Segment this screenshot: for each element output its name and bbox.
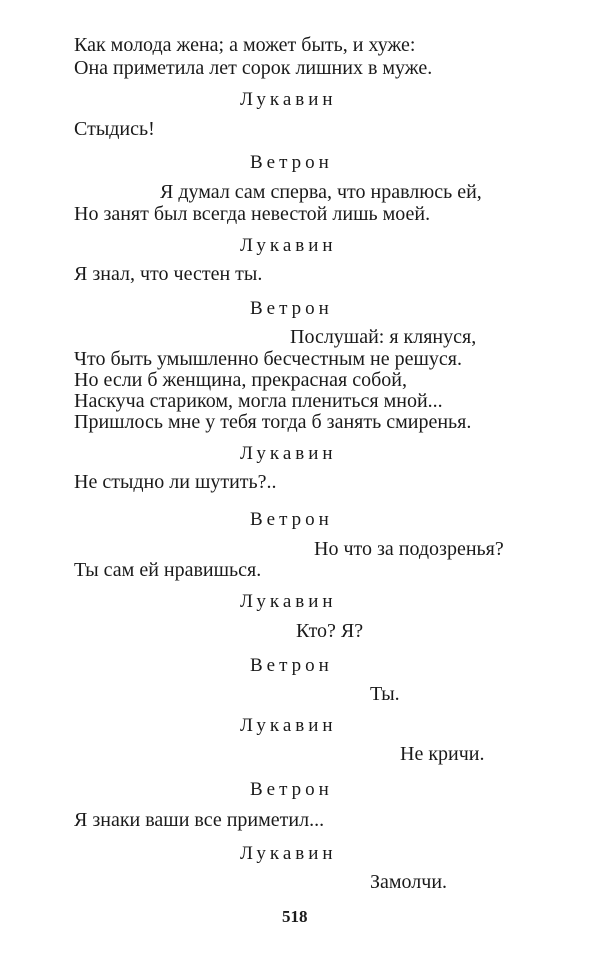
speaker-name: Ветрон (250, 655, 333, 676)
speaker-name: Ветрон (250, 152, 333, 173)
verse-line: Но что за подозренья? (314, 538, 504, 560)
verse-line: Кто? Я? (296, 620, 364, 642)
speaker-name: Лукавин (240, 843, 337, 864)
verse-line: Что быть умышленно бесчестным не решуся. (74, 348, 462, 370)
speaker-name: Ветрон (250, 509, 333, 530)
speaker-name: Ветрон (250, 298, 333, 319)
verse-line: Послушай: я клянуся, (290, 326, 477, 348)
speaker-name: Лукавин (240, 715, 337, 736)
verse-line: Ты. (370, 683, 400, 705)
verse-line: Пришлось мне у тебя тогда б занять смиренья. (74, 411, 472, 433)
verse-line: Она приметила лет сорок лишних в муже. (74, 57, 433, 79)
page-number: 518 (282, 907, 308, 926)
verse-line: Ты сам ей нравишься. (74, 559, 262, 581)
verse-line: Я знаки ваши все приметил... (74, 809, 325, 831)
verse-line: Наскуча стариком, могла плениться мной... (74, 390, 443, 412)
verse-line: Стыдись! (74, 118, 155, 140)
verse-line: Я знал, что честен ты. (74, 263, 263, 285)
verse-line: Как молода жена; а может быть, и хуже: (74, 34, 416, 56)
verse-line: Но занят был всегда невестой лишь моей. (74, 203, 431, 225)
speaker-name: Лукавин (240, 591, 337, 612)
verse-line: Замолчи. (370, 871, 448, 893)
verse-line: Но если б женщина, прекрасная собой, (74, 369, 407, 391)
speaker-name: Лукавин (240, 443, 337, 464)
verse-line: Не кричи. (400, 743, 485, 765)
speaker-name: Ветрон (250, 779, 333, 800)
speaker-name: Лукавин (240, 89, 337, 110)
verse-line: Я думал сам сперва, что нравлюсь ей, (160, 181, 482, 203)
verse-line: Не стыдно ли шутить?.. (74, 471, 277, 493)
speaker-name: Лукавин (240, 235, 337, 256)
